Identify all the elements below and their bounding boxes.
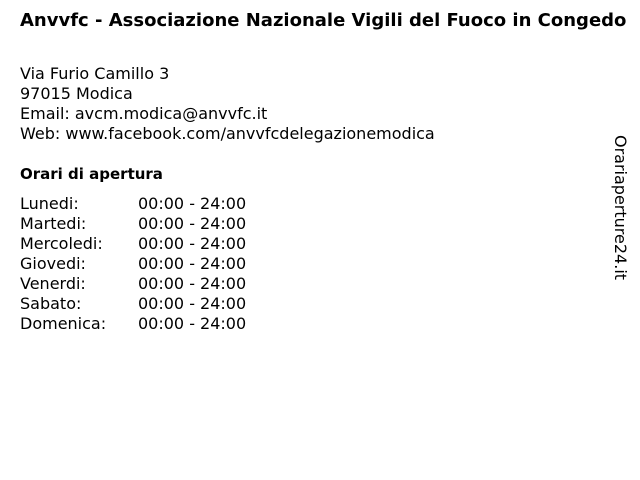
hours-row-wednesday xyxy=(20,234,246,254)
business-title: Anvvfc - Associazione Nazionale Vigili del Fuoco in Congedo xyxy=(20,10,627,31)
time-range: 00:00 - 24:00 xyxy=(138,254,247,273)
brand-watermark: Orariaperture24.it xyxy=(611,135,630,281)
hours-row-thursday xyxy=(20,254,246,274)
opening-hours-heading: Orari di apertura xyxy=(20,165,163,183)
email-line xyxy=(20,104,435,124)
day-label: Domenica: xyxy=(20,314,107,333)
web-label: Web: xyxy=(20,124,61,143)
hours-row-monday xyxy=(20,194,246,214)
time-range: 00:00 - 24:00 xyxy=(138,274,247,293)
time-range: 00:00 - 24:00 xyxy=(138,314,247,333)
time-range: 00:00 - 24:00 xyxy=(138,214,247,233)
hours-row-sunday xyxy=(20,314,246,334)
hours-row-tuesday xyxy=(20,214,246,234)
day-label: Giovedi: xyxy=(20,254,86,273)
address-line-street: Via Furio Camillo 3 xyxy=(20,64,170,83)
day-label: Mercoledi: xyxy=(20,234,103,253)
business-contact xyxy=(20,64,435,144)
day-label: Venerdi: xyxy=(20,274,86,293)
email-label: Email: xyxy=(20,104,70,123)
hours-row-saturday xyxy=(20,294,246,314)
hours-row-friday xyxy=(20,274,246,294)
web-line xyxy=(20,124,435,144)
day-label: Martedi: xyxy=(20,214,87,233)
email-link[interactable]: avcm.modica@anvvfc.it xyxy=(74,104,268,123)
day-label: Sabato: xyxy=(20,294,82,313)
day-label: Lunedi: xyxy=(20,194,79,213)
address-line-city: 97015 Modica xyxy=(20,84,133,103)
opening-hours-table xyxy=(20,194,246,334)
web-link[interactable]: www.facebook.com/anvvfcdelegazionemodica xyxy=(65,124,435,143)
time-range: 00:00 - 24:00 xyxy=(138,194,247,213)
time-range: 00:00 - 24:00 xyxy=(138,234,247,253)
time-range: 00:00 - 24:00 xyxy=(138,294,247,313)
